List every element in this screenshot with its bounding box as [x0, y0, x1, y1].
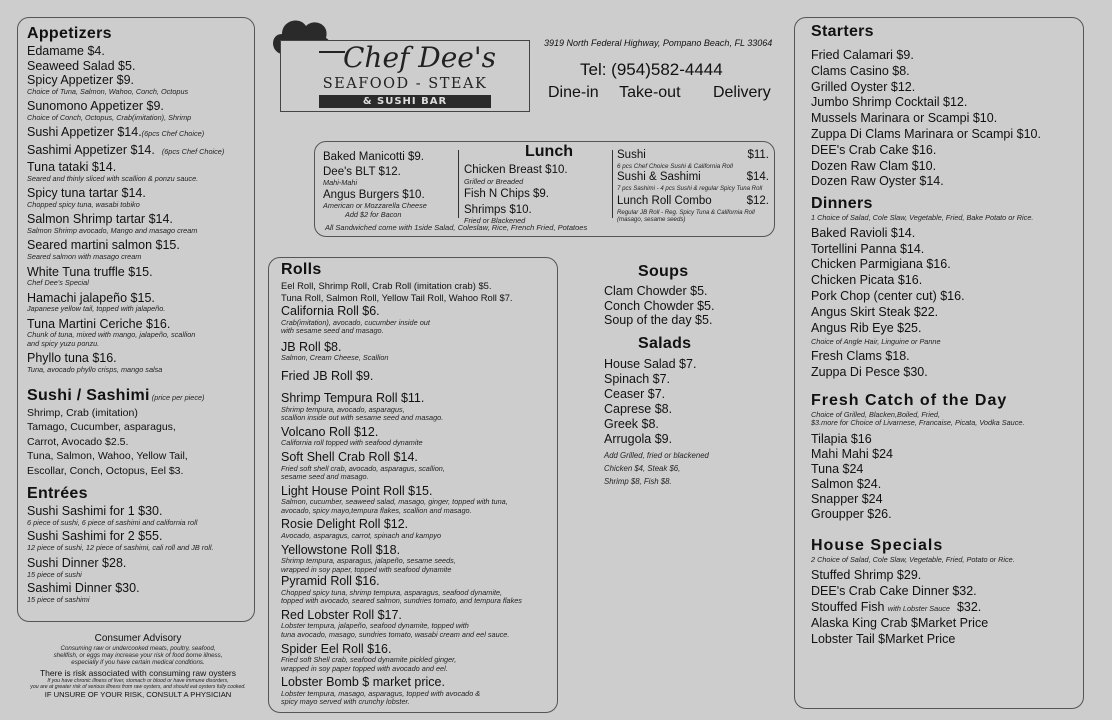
list-item: Spider Eel Roll $16.	[281, 641, 392, 656]
lunch-column-1	[323, 150, 427, 219]
starters-list	[811, 48, 1083, 190]
fresh-catch-title: Fresh Catch of the Day	[811, 391, 1008, 409]
list-item: Pork Chop (center cut) $16.	[811, 288, 965, 303]
list-item: Tuna, Salmon, Wahoo, Yellow Tail,	[27, 450, 188, 463]
list-item: Shrimps $10.	[464, 203, 532, 216]
item-description: Lobster tempura, masago, asparagus, topped with avocado &	[281, 688, 481, 698]
item-name: Lunch Roll Combo	[617, 195, 712, 208]
sushi-sashimi-title: Sushi / Sashimi	[27, 386, 150, 404]
item-description: Seared salmon with masago cream	[27, 251, 142, 261]
salads-title: Salads	[638, 334, 692, 352]
appetizers-list	[27, 44, 254, 375]
list-item: Mahi Mahi $24	[811, 446, 893, 461]
list-item: DEE's Crab Cake Dinner $32.	[811, 584, 977, 599]
list-item: Baked Ravioli $14.	[811, 225, 916, 240]
appetizers-title: Appetizers	[27, 25, 112, 42]
service-take-out: Take-out	[619, 84, 681, 101]
item-description: 7 pcs Sashimi - 4 pcs Sushi & regular Spicy Tuna Roll	[617, 184, 763, 192]
rolls-panel	[268, 257, 558, 713]
list-item: Caprese $8.	[604, 401, 673, 416]
lunch-footer: All Sandwiched come with 1side Salad, Coleslaw, Rice, French Fried, Potatoes	[325, 223, 588, 232]
starters-panel	[794, 17, 1084, 709]
item-description: American or Mozzarella Cheese	[323, 201, 427, 211]
soups-salads-section	[604, 262, 789, 488]
item-price: $14.	[746, 171, 769, 184]
divider	[612, 150, 613, 218]
list-item: Tortellini Panna $14.	[811, 241, 925, 256]
consumer-advisory	[14, 633, 262, 700]
list-item: Tuna Martini Ceriche $16.	[27, 316, 171, 331]
list-item: Eel Roll, Shrimp Roll, Crab Roll (imitation crab) $5.	[281, 280, 492, 291]
logo-subtitle: SEAFOOD - STEAK	[322, 76, 488, 92]
list-item: Snapper $24	[811, 491, 883, 506]
list-item: Tuna Roll, Salmon Roll, Yellow Tail Roll, Wahoo Roll $7.	[281, 292, 513, 303]
item-description: Salmon, Cream Cheese, Scallion	[281, 353, 389, 363]
list-item: Chicken Picata $16.	[811, 273, 923, 288]
list-item: Red Lobster Roll $17.	[281, 607, 402, 622]
advisory-text: you are at greater risk of serious illness from raw oysters, and should eat oysters fully cooked.	[30, 683, 246, 690]
list-item: Chicken Parmigiana $16.	[811, 257, 951, 272]
item-description: 6 piece of sushi, 6 piece of sashimi and california roll	[27, 517, 198, 527]
item-description: Lobster tempura, jalapeño, seafood dynamite, topped with	[281, 621, 469, 631]
item-description: Regular JB Roll - Reg. Spicy Tuna & California Roll	[617, 208, 755, 216]
list-item: Salmon Shrimp tartar $14.	[27, 212, 173, 227]
list-item: Angus Skirt Steak $22.	[811, 304, 939, 319]
list-item: Lobster Tail $Market Price	[811, 631, 956, 646]
item-description: (masago, sesame seeds)	[617, 216, 686, 224]
list-item	[617, 170, 769, 185]
starters-title: Starters	[811, 23, 874, 40]
fresh-catch-section	[811, 391, 1083, 522]
entrees-section	[27, 484, 254, 604]
list-item: Tamago, Cucumber, asparagus,	[27, 421, 176, 434]
soups-title: Soups	[638, 263, 689, 280]
item-description: 15 piece of sashimi	[27, 594, 90, 604]
lunch-column-3	[617, 148, 769, 224]
lunch-column-2	[464, 163, 568, 226]
logo-swash	[319, 51, 345, 53]
list-item: Shrimp, Crab (imitation)	[27, 406, 138, 419]
list-item: Stuffed Shrimp $29.	[811, 568, 922, 583]
list-item: Ceaser $7.	[604, 386, 666, 401]
list-item: Groupper $26.	[811, 506, 892, 521]
list-item	[617, 194, 769, 209]
address: 3919 North Federal Highway, Pompano Beach, FL 33064	[544, 38, 773, 48]
entrees-title: Entrées	[27, 485, 88, 503]
item-description: wrapped in soy paper topped with avocado and eel.	[281, 663, 448, 673]
item-description: Fried soft shell crab, avocado, asparagus, scallion,	[281, 463, 445, 473]
list-item: Alaska King Crab $Market Price	[811, 615, 989, 630]
list-item: Dee's BLT $12.	[323, 165, 401, 178]
list-item: Soup of the day $5.	[604, 313, 713, 327]
list-item: Tilapia $16	[811, 431, 872, 446]
advisory-footer: IF UNSURE OF YOUR RISK, CONSULT A PHYSICIAN	[44, 690, 232, 700]
item-description: Chunk of tuna, mixed with mango, jalapeño, scallion	[27, 330, 196, 340]
logo-banner: & SUSHI BAR	[319, 95, 491, 108]
item-description: Choice of Conch, Octopus, Crab(imitation), Shrimp	[27, 112, 192, 122]
list-item: Volcano Roll $12.	[281, 424, 379, 439]
list-item	[811, 600, 1083, 616]
list-item: Tuna $24	[811, 461, 864, 476]
list-item: Hamachi jalapeño $15.	[27, 290, 155, 305]
list-item: Clams Casino $8.	[811, 63, 910, 78]
list-item: Seaweed Salad $5.	[27, 58, 136, 73]
item-description: Avocado, asparagus, carrot, spinach and kampyo	[281, 530, 442, 540]
salads-note: Shrimp $8, Fish $8.	[604, 476, 672, 486]
item-description: 15 piece of sushi	[27, 569, 82, 579]
item-description: 12 piece of sushi, 12 piece of sashimi, cali roll and JB roll.	[27, 542, 214, 552]
item-description: and spicy yuzu ponzu.	[27, 338, 100, 348]
item-name: Sushi	[617, 149, 646, 161]
item-description: Shrimp tempura, asparagus, jalapeño, sesame seeds,	[281, 556, 456, 566]
advisory-text: especially if you have certain medical conditions.	[71, 659, 205, 667]
list-item: Baked Manicotti $9.	[323, 151, 425, 163]
list-item: JB Roll $8.	[281, 339, 342, 354]
list-item: Escollar, Conch, Octopus, Eel $3.	[27, 464, 184, 477]
appetizers-panel	[17, 17, 255, 622]
list-item: House Salad $7.	[604, 356, 697, 371]
list-item	[27, 143, 254, 158]
sushi-sashimi-section	[27, 385, 254, 479]
item-note: with Lobster Sauce	[887, 603, 950, 613]
list-item: Fried JB Roll $9.	[281, 368, 374, 383]
salads-note: Chicken $4, Steak $6,	[604, 463, 681, 473]
list-item: Angus Burgers $10.	[323, 188, 425, 201]
advisory-text: If you have chronic illness of liver, stomach or blood or have immune disorders,	[47, 677, 229, 684]
list-item: California Roll $6.	[281, 304, 380, 318]
list-item: Fresh Clams $18.	[811, 348, 910, 363]
list-item: Spicy tuna tartar $14.	[27, 186, 146, 201]
list-item: Zuppa Di Pesce $30.	[811, 364, 928, 379]
list-item: Sushi Dinner $28.	[27, 556, 127, 571]
list-item: Sashimi Dinner $30.	[27, 581, 140, 596]
lunch-title: Lunch	[525, 143, 573, 160]
item-description: Mahi-Mahi	[323, 178, 358, 187]
service-dine-in: Dine-in	[548, 84, 599, 101]
advisory-text: Consuming raw or undercooked meats, poultry, seafood,	[60, 645, 216, 652]
fresh-catch-note: Choice of Grilled, Blacken,Boiled, Fried,	[811, 409, 940, 419]
list-item: Arrugola $9.	[604, 431, 673, 446]
list-item: Yellowstone Roll $18.	[281, 542, 401, 557]
list-item: Angus Rib Eye $25.	[811, 320, 922, 335]
list-item: Mussels Marinara or Scampi $10.	[811, 111, 998, 126]
item-description: wrapped in soy paper, topped with seafood dynamite	[281, 564, 452, 574]
list-item: Dozen Raw Clam $10.	[811, 158, 937, 173]
dinners-note: 1 Choice of Salad, Cole Slaw, Vegetable, Fried, Bake Potato or Rice.	[811, 213, 1034, 223]
service-delivery: Delivery	[712, 84, 771, 101]
item-description: Salmon, cucumber, seaweed salad, masago, ginger, topped with tuna,	[281, 497, 508, 507]
list-item: Greek $8.	[604, 416, 659, 431]
dinners-section	[811, 194, 1083, 380]
item-description: avocado, spicy mayo,tempura flakes, scallion and masago.	[281, 505, 472, 515]
list-item: Phyllo tuna $16.	[27, 351, 117, 366]
item-description: Chef Dee's Special	[27, 278, 89, 288]
item-note: (6pcs Chef Choice)	[161, 146, 225, 156]
logo	[280, 40, 530, 112]
item-description: Tuna, avocado phyllo crisps, mango salsa	[27, 364, 163, 374]
list-item: Seared martini salmon $15.	[27, 238, 180, 253]
phone-number: Tel: (954)582-4444	[580, 60, 723, 79]
list-item: Edamame $4.	[27, 44, 105, 58]
list-item: Spicy Appetizer $9.	[27, 73, 135, 87]
header	[268, 14, 788, 132]
item-description: topped with avocado, seared salmon, sundries tomato, and tempura flakes	[281, 596, 522, 606]
item-description: Grilled or Breaded	[464, 176, 524, 186]
fresh-catch-note: $3.more for Choice of Livarnese, Francaise, Picata, Vodka Sauce.	[811, 418, 1025, 428]
item-description: 6 pcs Chef Choice Sushi & California Roll	[617, 162, 733, 170]
item-name: Sushi & Sashimi	[617, 171, 701, 184]
advisory-title: Consumer Advisory	[94, 633, 182, 644]
list-item: Pyramid Roll $16.	[281, 574, 380, 589]
item-description: Fried soft Shell crab, seafood dynamite pickled ginger,	[281, 655, 457, 665]
item-description: with sesame seed and masago.	[281, 326, 384, 336]
logo-script-name: Chef Dee's	[343, 41, 496, 74]
item-name: Sushi Appetizer $14.	[27, 125, 142, 140]
list-item: Jumbo Shrimp Cocktail $12.	[811, 95, 968, 110]
item-description: Chopped spicy tuna, wasabi tobiko	[27, 199, 140, 209]
list-item: Lobster Bomb $ market price.	[281, 675, 445, 690]
item-price: $12.	[746, 195, 769, 208]
list-item: Clam Chowder $5.	[604, 284, 708, 298]
divider	[458, 150, 459, 218]
item-price: $11.	[747, 149, 769, 161]
advisory-title-2: There is risk associated with consuming raw oysters	[39, 667, 237, 678]
item-description: Crab(imitation), avocado, cucumber inside out	[281, 317, 430, 327]
list-item: Rosie Delight Roll $12.	[281, 517, 409, 532]
list-item: Fish N Chips $9.	[464, 188, 550, 201]
house-specials-note: 2 Choice of Salad, Cole Slaw, Vegetable, Fried, Potato or Rice.	[811, 554, 1015, 564]
list-item: Salmon $24.	[811, 476, 882, 491]
item-price: $32.	[956, 599, 982, 614]
list-item: Shrimp Tempura Roll $11.	[281, 391, 425, 406]
item-description: Shrimp tempura, avocado, asparagus,	[281, 404, 405, 414]
item-description: Add $2 for Bacon	[345, 209, 402, 219]
list-item: Fried Calamari $9.	[811, 48, 914, 62]
item-description: Japanese yellow tail, topped with jalapeño.	[27, 304, 166, 314]
item-description: Seared and thinly sliced with scallion & ponzu sauce.	[27, 173, 199, 183]
list-item: Sushi Sashimi for 2 $55.	[27, 529, 163, 544]
house-specials-section	[811, 536, 1083, 648]
item-description: tuna avocado, masago, sundries tomato, wasabi cream and eel sauce.	[281, 630, 510, 639]
list-item: Sunomono Appetizer $9.	[27, 99, 164, 114]
item-name: Sashimi Appetizer $14.	[27, 142, 155, 157]
lunch-panel	[314, 141, 775, 237]
list-item: Zuppa Di Clams Marinara or Scampi $10.	[811, 126, 1041, 141]
item-description: Fried or Blackened	[464, 216, 526, 226]
item-description: scallion inside out with sesame seed and masago.	[281, 413, 444, 423]
item-description: Choice of Tuna, Salmon, Wahoo, Conch, Octopus	[27, 86, 189, 96]
item-name: Stouffed Fish	[811, 599, 885, 614]
item-description: Chopped spicy tuna, shrimp tempura, asparagus, seafood dynamite,	[281, 587, 503, 597]
list-item: Carrot, Avocado $2.5.	[27, 435, 129, 448]
salads-note: Add Grilled, fried or blackened	[604, 450, 709, 460]
list-item: Sushi Sashimi for 1 $30.	[27, 504, 163, 519]
list-item: DEE's Crab Cake $16.	[811, 142, 937, 157]
list-item	[617, 148, 769, 163]
list-item: Conch Chowder $5.	[604, 298, 715, 313]
item-note: (6pcs Chef Choice)	[141, 129, 205, 139]
dinners-title: Dinners	[811, 195, 873, 213]
list-item: Tuna tataki $14.	[27, 160, 117, 175]
item-description: Salmon Shrimp avocado, Mango and masago cream	[27, 225, 198, 235]
item-description: sesame seed and masago.	[281, 472, 369, 482]
list-item	[27, 125, 254, 140]
section-note: (price per piece)	[151, 392, 205, 402]
list-item: Spinach $7.	[604, 371, 671, 386]
house-specials-title: House Specials	[811, 536, 944, 554]
list-item: Light House Point Roll $15.	[281, 483, 433, 498]
list-item: Chicken Breast $10.	[464, 164, 568, 176]
list-item: White Tuna truffle $15.	[27, 264, 153, 279]
list-item: Soft Shell Crab Roll $14.	[281, 450, 418, 465]
dinners-choice-note: Choice of Angle Hair, Linguine or Panne	[811, 337, 941, 347]
advisory-text: shellfish, or eggs may increase your risk of food borne illness,	[53, 652, 223, 660]
services	[548, 84, 771, 102]
list-item: Grilled Oyster $12.	[811, 79, 916, 94]
item-description: California roll topped with seafood dynamite	[281, 438, 423, 448]
list-item: Dozen Raw Oyster $14.	[811, 174, 944, 189]
rolls-title: Rolls	[281, 261, 322, 278]
item-description: spicy mayo served with crunchy lobster.	[281, 697, 410, 707]
